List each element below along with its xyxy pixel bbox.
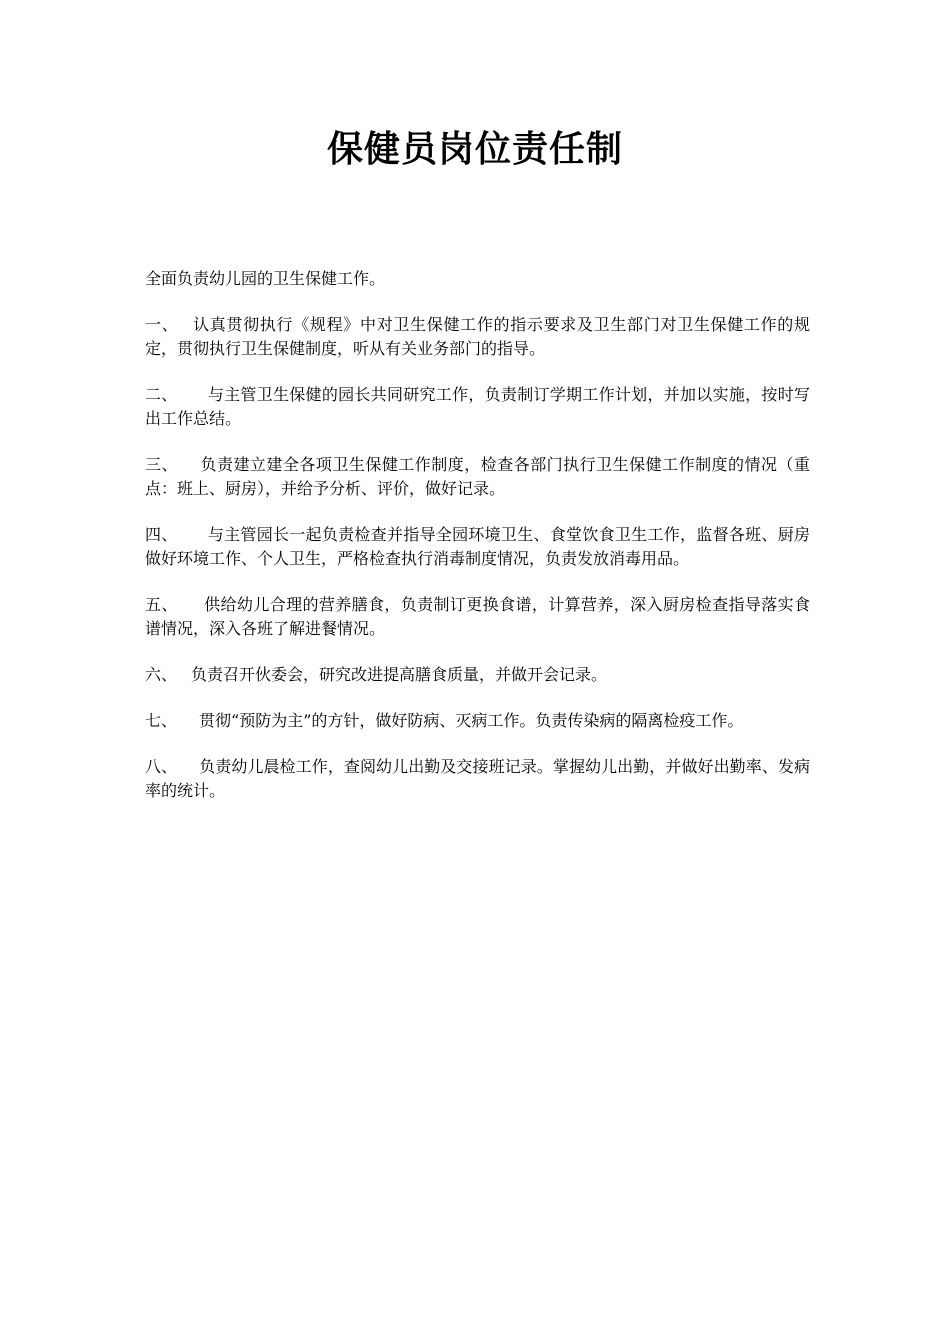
item-number: 五、 bbox=[145, 595, 178, 614]
item-number: 三、 bbox=[145, 455, 178, 474]
item-number: 一、 bbox=[145, 315, 179, 334]
item-text: 与主管园长一起负责检查并指导全园环境卫生、食堂饮食卫生工作，监督各班、厨房做好环境工作、个人卫生，严格检查执行消毒制度情况，负责发放消毒用品。 bbox=[145, 525, 810, 568]
item-text: 认真贯彻执行《规程》中对卫生保健工作的指示要求及卫生部门对卫生保健工作的规定，贯彻执行卫生保健制度，听从有关业务部门的指导。 bbox=[145, 315, 810, 358]
item-text: 供给幼儿合理的营养膳食，负责制订更换食谱，计算营养，深入厨房检查指导落实食谱情况，深入各班了解进餐情况。 bbox=[145, 595, 810, 638]
duty-item-3 bbox=[145, 453, 810, 501]
item-text: 负责召开伙委会，研究改进提高膳食质量，并做开会记录。 bbox=[191, 665, 608, 684]
item-number: 六、 bbox=[145, 665, 178, 684]
duty-item-1 bbox=[145, 313, 810, 361]
duty-item-4 bbox=[145, 523, 810, 571]
item-text: 贯彻“预防为主”的方针，做好防病、灭病工作。负责传染病的隔离检疫工作。 bbox=[199, 711, 744, 730]
item-number: 八、 bbox=[145, 757, 178, 776]
document-body bbox=[145, 267, 810, 825]
item-number: 二、 bbox=[145, 385, 178, 404]
duty-item-6 bbox=[145, 663, 810, 687]
item-number: 七、 bbox=[145, 711, 178, 730]
item-text: 负责幼儿晨检工作，查阅幼儿出勤及交接班记录。掌握幼儿出勤，并做好出勤率、发病率的统计。 bbox=[145, 757, 810, 800]
duty-item-7 bbox=[145, 709, 810, 733]
document-title: 保健员岗位责任制 bbox=[326, 129, 623, 170]
intro-paragraph: 全面负责幼儿园的卫生保健工作。 bbox=[145, 269, 386, 288]
item-text: 与主管卫生保健的园长共同研究工作，负责制订学期工作计划，并加以实施，按时写出工作总结。 bbox=[145, 385, 810, 428]
item-text: 负责建立建全各项卫生保健工作制度，检查各部门执行卫生保健工作制度的情况（重点：班上、厨房），并给予分析、评价，做好记录。 bbox=[145, 455, 810, 498]
duty-item-2 bbox=[145, 383, 810, 431]
duty-item-8 bbox=[145, 755, 810, 803]
item-number: 四、 bbox=[145, 525, 178, 544]
duty-item-5 bbox=[145, 593, 810, 641]
